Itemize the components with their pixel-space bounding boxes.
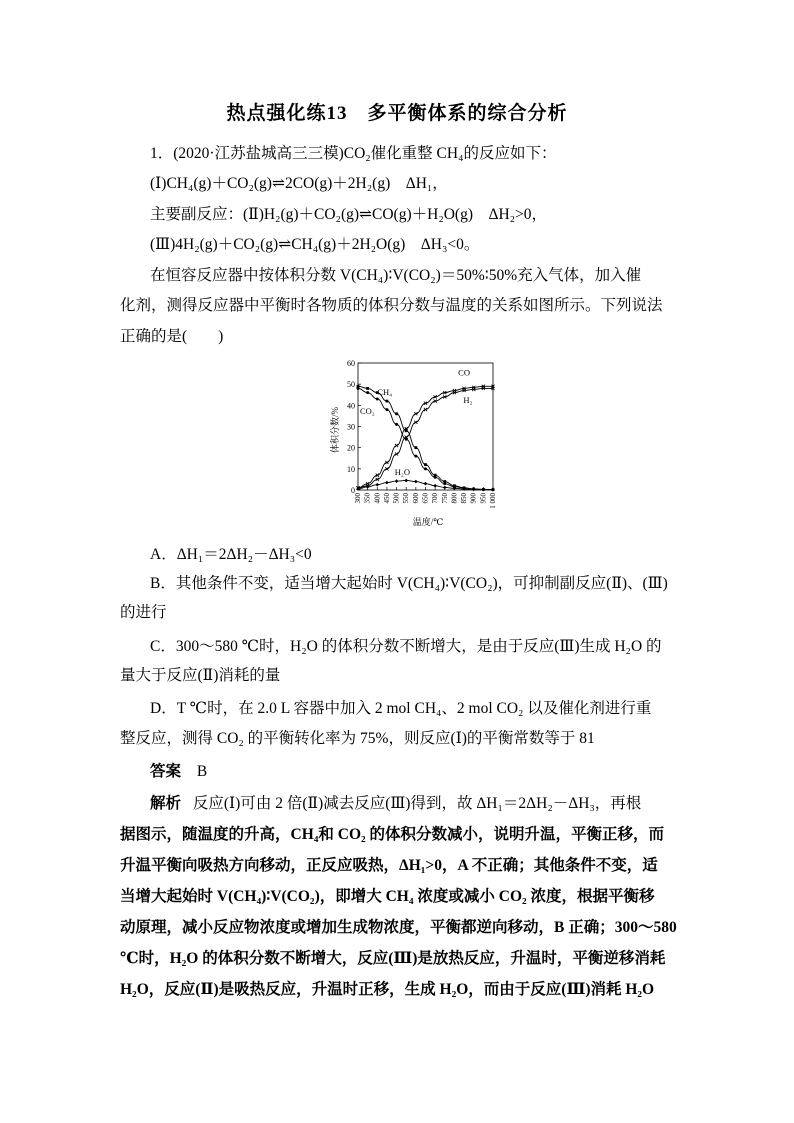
data-point [385, 481, 389, 485]
series-label-2: CO [458, 367, 470, 378]
data-point [424, 467, 427, 470]
x-tick-label: 400 [373, 493, 382, 504]
series-line-2 [358, 386, 493, 488]
option-b-line2: 的进行 [120, 604, 167, 621]
x-tick-label: 500 [392, 493, 401, 504]
data-point [375, 483, 379, 487]
explanation-line3: 升温平衡向吸热方向移动，正反应吸热，ΔH₁>0，A 不正确；其他条件不变，适 [120, 857, 658, 874]
explanation-line4: 当增大起始时 V(CH₄)∶V(CO₂)，即增大 CH₄ 浓度或减小 CO₂ 浓度，根据平衡移 [120, 888, 655, 905]
data-point [357, 387, 360, 390]
question-text-2: 化剂，测得反应器中平衡时各物质的体积分数与温度的关系如图所示。下列说法 [120, 297, 663, 314]
data-point [433, 484, 437, 488]
question-stem: 1．(2020·江苏盐城高三三模)CO₂催化重整 CH₄的反应如下： [150, 145, 557, 162]
option-d-line1: D．T ℃时，在 2.0 L 容器中加入 2 mol CH₄、2 mol CO₂ 以及催化剂进行重 [150, 700, 652, 717]
x-tick-label: 700 [431, 493, 440, 504]
y-tick-label: 10 [347, 464, 355, 474]
option-d-line2: 整反应，测得 CO₂ 的平衡转化率为 75%，则反应(Ⅰ)的平衡常数等于 81 [120, 730, 595, 747]
data-point [414, 455, 417, 458]
data-point [443, 482, 446, 485]
explanation-line6: ℃时，H₂O 的体积分数不断增大，反应(Ⅲ)是放热反应，升温时，平衡逆移消耗 [120, 950, 666, 967]
y-tick-label: 0 [351, 486, 355, 495]
option-b-line1: B．其他条件不变，适当增大起始时 V(CH₄)∶V(CO₂)，可抑制副反应(Ⅱ)、(Ⅲ) [150, 575, 668, 592]
data-point [424, 482, 428, 486]
x-tick-label: 550 [402, 493, 411, 504]
reaction-2: 主要副反应：(Ⅱ)H₂(g)＋CO₂(g)⇌CO(g)＋H₂O(g) ΔH₂>0， [150, 206, 548, 223]
chart-xlabel: 温度/℃ [412, 517, 444, 527]
data-point [395, 479, 399, 483]
chart-ylabel: 体积分数/% [330, 407, 340, 453]
y-tick-label: 30 [347, 422, 355, 432]
x-tick-label: 650 [421, 493, 430, 504]
explanation-line7: H₂O，反应(Ⅱ)是吸热反应，升温时正移，生成 H₂O，而由于反应(Ⅲ)消耗 H₂O [120, 981, 655, 998]
option-a: A．ΔH₁＝2ΔH₂－ΔH₃<0 [150, 546, 312, 563]
data-point [414, 480, 418, 484]
explanation-line5: 动原理，减小反应物浓度或增加生成物浓度，平衡都逆向移动，B 正确；300～580 [120, 919, 677, 936]
chart-frame [358, 363, 493, 490]
answer-row [150, 762, 207, 782]
reaction-3: (Ⅲ)4H₂(g)＋CO₂(g)⇌CH₄(g)＋2H₂O(g) ΔH₃<0。 [150, 236, 480, 253]
option-c-line2: 量大于反应(Ⅱ)消耗的量 [120, 667, 281, 684]
data-point [376, 397, 379, 400]
data-point [395, 423, 398, 426]
data-point [395, 412, 398, 415]
x-tick-label: 450 [382, 493, 391, 504]
y-tick-label: 40 [347, 401, 355, 411]
x-tick-label: 900 [469, 493, 478, 504]
series-label-1: CO₂ [360, 405, 375, 416]
explanation-line1: 解析 反应(Ⅰ)可由 2 倍(Ⅱ)减去反应(Ⅲ)得到，故 ΔH₁＝2ΔH₂－ΔH₃，再根 [150, 795, 642, 812]
x-tick-label: 600 [411, 493, 420, 504]
reaction-1: (Ⅰ)CH₄(g)＋CO₂(g)⇌2CO(g)＋2H₂(g) ΔH₁， [150, 175, 448, 192]
y-tick-label: 50 [347, 380, 355, 390]
data-point [386, 400, 389, 403]
explanation-label: 解析 [150, 795, 182, 812]
y-tick-label: 60 [347, 359, 355, 368]
data-point [424, 463, 427, 466]
y-tick-label: 20 [347, 443, 355, 453]
explanation-line2: 据图示，随温度的升高，CH₄和 CO₂ 的体积分数减小，说明升温，平衡正移，而 [120, 826, 665, 843]
data-point [434, 476, 437, 479]
answer-value: B [196, 763, 208, 780]
data-point [414, 446, 417, 449]
option-c-line1: C．300～580 ℃时，H₂O 的体积分数不断增大，是由于反应(Ⅲ)生成 H₂O 的 [150, 638, 662, 655]
x-tick-label: 1 000 [489, 493, 497, 509]
x-tick-label: 750 [440, 493, 449, 504]
equilibrium-chart [328, 355, 498, 530]
answer-label: 答案 [150, 763, 182, 780]
x-tick-label: 850 [460, 493, 469, 504]
series-label-0: CH₄ [377, 386, 393, 397]
data-point [385, 408, 388, 411]
series-label-4: H₂O [394, 467, 410, 478]
series-label-3: H₂ [463, 395, 473, 406]
data-point [366, 387, 369, 390]
data-point [404, 479, 408, 483]
x-tick-label: 800 [450, 493, 459, 504]
x-tick-label: 350 [363, 493, 372, 504]
data-point [366, 391, 369, 394]
question-text-3: 正确的是( ) [120, 328, 224, 345]
data-point [443, 486, 447, 490]
question-text-1: 在恒容反应器中按体积分数 V(CH₄)∶V(CO₂)＝50%∶50%充入气体，加入催 [150, 267, 642, 284]
x-tick-label: 300 [354, 493, 362, 504]
page-title: 热点强化练13 多平衡体系的综合分析 [226, 103, 568, 124]
x-tick-label: 950 [479, 493, 488, 504]
